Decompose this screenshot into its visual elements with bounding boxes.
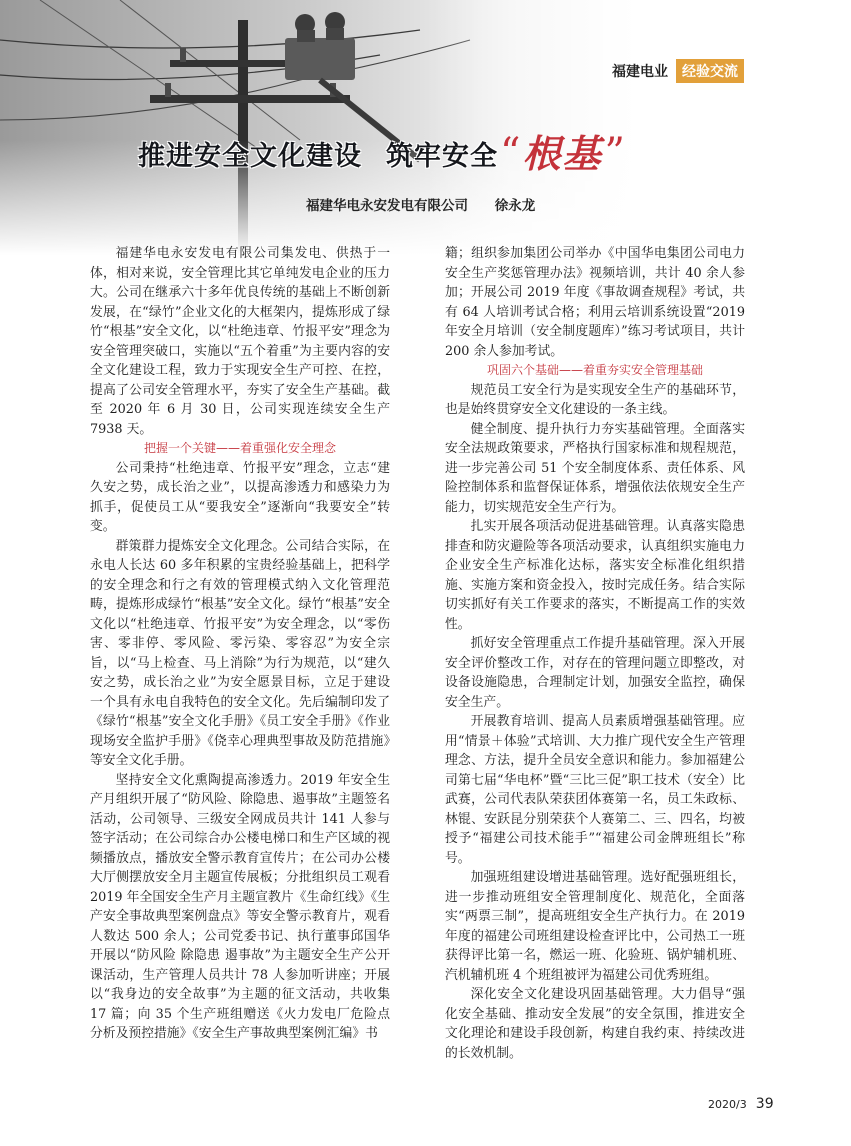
title-quote-close: ” (604, 130, 625, 176)
body-paragraph: 籍；组织参加集团公司举办《中国华电集团公司电力安全生产奖惩管理办法》视频培训，共计 40 余人参加；开展公司 2019 年度《事故调查规程》考试，共有 64 人培训考试合格；利用云培训系统设置“2019 年安全月培训（安全制度题库）”练习考试项目，共计 200 余人参加考试。 (445, 246, 745, 359)
body-paragraph: 抓好安全管理重点工作提升基础管理。深入开展安全评价整改工作，对存在的管理问题立即整改，对设备设施隐患，合理制定计划，加强安全监控，确保安全生产。 (445, 636, 745, 710)
section-label: 经验交流 (676, 59, 744, 83)
page-number: 39 (755, 1096, 774, 1112)
power-line-workers-photo (0, 0, 851, 255)
header-photo (0, 0, 851, 255)
title-second: 筑牢安全 (386, 141, 498, 172)
right-column (445, 244, 745, 1063)
body-paragraph: 福建华电永安发电有限公司集发电、供热于一体，相对来说，安全管理比其它单纯发电企业的压力大。公司在继承六十多年优良传统的基础上不断创新发展，在“绿竹”企业文化的大框架内，提炼形成了绿竹“根基”安全文化，以“杜绝违章、竹报平安”理念为安全管理突破口，实施以“五个着重”为主要内容的安全文化建设工程，致力于实现安全生产可控、在控，提高了公司安全管理水平，夯实了安全生产基础。截至 2020 年 6 月 30 日，公司实现连续安全生产 7938 天。 (90, 246, 390, 437)
section-heading: 巩固六个基础——着重夯实安全管理基础 (486, 363, 703, 377)
body-paragraph: 开展教育培训、提高人员素质增强基础管理。应用“情景＋体验”式培训、大力推广现代安全生产管理理念、方法，提升全员安全意识和能力。参加福建公司第七届“华电杯”暨“三比三促”职工技术（安全）比武赛，公司代表队荣获团体赛第一名，员工朱政标、林锟、安跃昆分别荣获个人赛第二、三、四名，均被授予“福建公司技术能手”“福建公司金牌班组长”称号。 (445, 714, 745, 866)
body-paragraph: 规范员工安全行为是实现安全生产的基础环节，也是始终贯穿安全文化建设的一条主线。 (445, 382, 745, 417)
byline-organization: 福建华电永安发电有限公司 (306, 198, 468, 214)
title-accent: 根基 (522, 131, 603, 176)
body-paragraph: 加强班组建设增进基础管理。选好配强班组长，进一步推动班组安全管理制度化、规范化，全面落实“两票三制”，提高班组安全生产执行力。在 2019 年度的福建公司班组建设检查评比中，公司热工一班获得评比第一名，燃运一班、化验班、锅炉辅机班、汽机辅机班 4 个班组被评为福建公司优秀班组。 (445, 870, 745, 983)
body-paragraph: 公司秉持“杜绝违章、竹报平安”理念，立志“建久安之势，成长治之业”，以提高渗透力和感染力为抓手，促使员工从“要我安全”逐渐向“我要安全”转变。 (90, 460, 390, 534)
article-title (138, 130, 627, 176)
body-paragraph: 健全制度、提升执行力夯实基础管理。全面落实安全法规政策要求，严格执行国家标准和规程规范，进一步完善公司 51 个安全制度体系、责任体系、风险控制体系和监督保证体系，增强依法依规安全生产能力，切实规范安全生产行为。 (445, 421, 745, 515)
body-paragraph: 坚持安全文化熏陶提高渗透力。2019 年安全生产月组织开展了“防风险、除隐患、遏事故”主题签名活动，公司领导、三级安全网成员共计 141 人参与签字活动；在公司综合办公楼电梯口和生产区域的视频播放点，播放安全警示教育宣传片；在公司办公楼大厅侧摆放安全月主题宣传展板；分批组织员工观看 2019 年全国安全生产月主题宣教片《生命红线》《生产安全事故典型案例盘点》等安全警示教育片，观看人数达 500 余人；公司党委书记、执行董事邱国华开展以“防风险 除隐患 遏事故”为主题安全生产公开课活动，生产管理人员共计 78 人参加听讲座；开展以“我身边的安全故事”为主题的征文活动，共收集 17 篇；向 35 个生产班组赠送《火力发电厂危险点分析及预控措施》《安全生产事故典型案例汇编》书 (90, 772, 390, 1041)
issue-number: 2020/3 (708, 1098, 747, 1111)
section-heading: 把握一个关键——着重强化安全理念 (143, 441, 336, 455)
left-column (90, 244, 390, 1044)
body-paragraph: 深化安全文化建设巩固基础管理。大力倡导“强化安全基础、推动安全发展”的安全氛围，推进安全文化理论和建设手段创新，构建自我约束、持续改进的长效机制。 (445, 987, 745, 1061)
byline (306, 194, 535, 214)
title-quote-open: “ (500, 130, 521, 176)
body-paragraph: 群策群力提炼安全文化理念。公司结合实际，在永电人长达 60 多年积累的宝贵经验基础上，把科学的安全理念和行之有效的管理模式纳入文化管理范畴，提炼形成绿竹“根基”安全文化。绿竹“根基”安全文化以“杜绝违章、竹报平安”为安全理念，以“零伤害、零非停、零风险、零污染、零容忍”为安全宗旨，以“马上检查、马上消除”为行为规范，以“建久安之势，成长治之业”为安全愿景目标，立足于建设一个具有永电自我特色的安全文化。先后编制印发了《绿竹“根基”安全文化手册》《员工安全手册》《作业现场安全监护手册》《侥幸心理典型事故及防范措施》等安全文化手册。 (90, 538, 390, 768)
title-main: 推进安全文化建设 (138, 141, 362, 172)
page-footer (708, 1093, 774, 1112)
body-paragraph: 扎实开展各项活动促进基础管理。认真落实隐患排查和防灾避险等各项活动要求，认真组织实施电力企业安全生产标准化达标，落实安全标准化组织措施、实施方案和资金投入，按时完成任务。结合实际切实抓好有关工作要求的落实，不断提高工作的实效性。 (445, 519, 745, 632)
publication-name: 福建电业 (612, 64, 668, 80)
page-header (612, 60, 744, 82)
byline-author: 徐永龙 (494, 198, 536, 214)
